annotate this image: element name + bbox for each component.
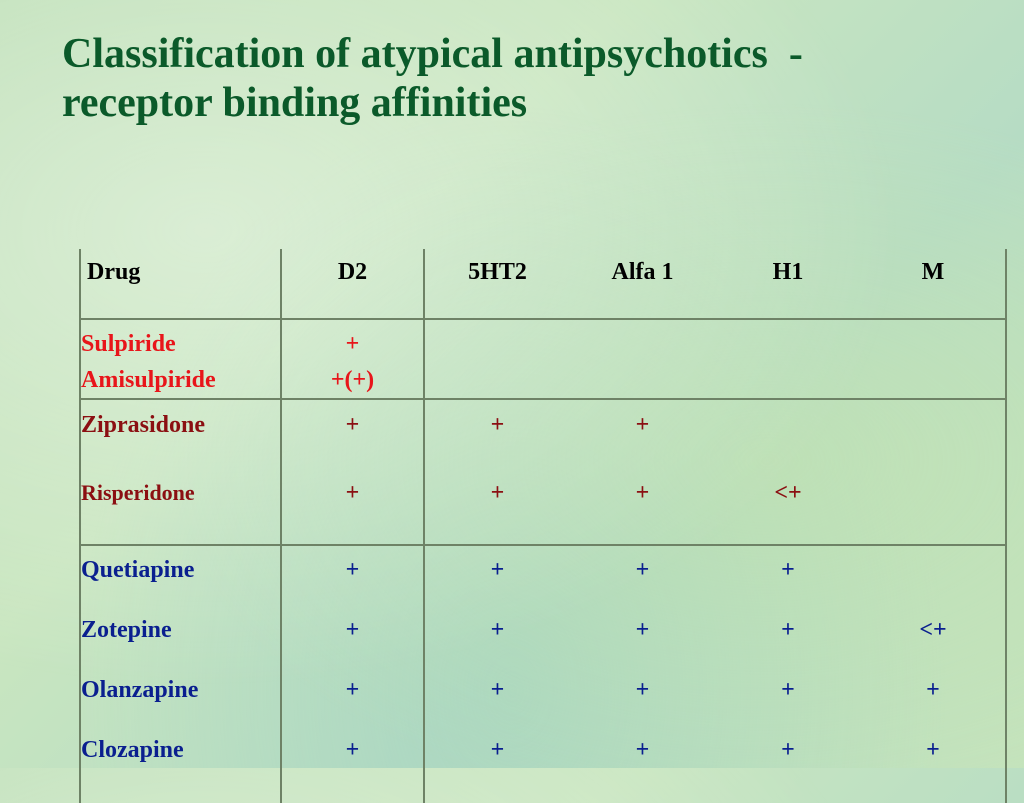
- value-cell: +: [926, 677, 940, 703]
- drug-clozapine: Clozapine: [81, 737, 184, 763]
- value-cell: +: [490, 677, 505, 703]
- alfa1-cell: [570, 545, 715, 803]
- drug-cell: [80, 399, 281, 545]
- value-cell: +: [490, 737, 505, 763]
- value-cell: +: [781, 557, 795, 583]
- drug-amisulpiride: Amisulpiride: [81, 367, 216, 393]
- value-cell: +: [345, 557, 360, 583]
- m-cell: [861, 545, 1006, 803]
- drug-sulpiride: Sulpiride: [81, 331, 176, 357]
- d2-cell: [281, 399, 424, 545]
- table-header-row: [80, 249, 1006, 319]
- header-m: M: [861, 249, 1006, 319]
- d2-cell: [281, 545, 424, 803]
- drug-zotepine: Zotepine: [81, 617, 172, 643]
- alfa1-cell: [570, 319, 715, 399]
- value-cell: +: [345, 677, 360, 703]
- value-cell: +: [490, 412, 505, 438]
- value-cell: +: [345, 331, 360, 357]
- value-cell: +: [635, 557, 650, 583]
- value-cell: +: [345, 412, 360, 438]
- 5ht2-cell: [424, 545, 570, 803]
- table-row-group-2: [80, 399, 1006, 545]
- value-cell: [861, 553, 1005, 613]
- header-drug: Drug: [80, 249, 281, 319]
- value-cell: <+: [919, 617, 947, 643]
- header-h1: H1: [715, 249, 861, 319]
- header-5ht2: 5HT2: [424, 249, 570, 319]
- value-cell: +: [781, 677, 795, 703]
- value-cell: +: [490, 557, 505, 583]
- h1-cell: [715, 319, 861, 399]
- drug-olanzapine: Olanzapine: [81, 677, 199, 703]
- drug-ziprasidone: Ziprasidone: [81, 412, 206, 438]
- value-cell: +: [490, 480, 505, 506]
- header-d2: D2: [281, 249, 424, 319]
- m-cell: [861, 319, 1006, 399]
- drug-risperidone: Risperidone: [81, 480, 195, 505]
- value-cell: <+: [774, 480, 802, 506]
- h1-cell: [715, 399, 861, 545]
- h1-cell: [715, 545, 861, 803]
- slide-title: [62, 30, 1002, 128]
- 5ht2-cell: [424, 399, 570, 545]
- drug-cell: [80, 545, 281, 803]
- value-cell: [861, 476, 1005, 544]
- drug-cell: [80, 319, 281, 399]
- value-cell: +: [635, 412, 650, 438]
- table-row-group-3: [80, 545, 1006, 803]
- value-cell: +: [345, 617, 360, 643]
- value-cell: +: [635, 617, 650, 643]
- m-cell: [861, 399, 1006, 545]
- 5ht2-cell: [424, 319, 570, 399]
- value-cell: +: [635, 677, 650, 703]
- alfa1-cell: [570, 399, 715, 545]
- drug-quetiapine: Quetiapine: [81, 557, 195, 583]
- title-line-2: receptor binding affinities: [62, 80, 528, 126]
- value-cell: [861, 408, 1005, 476]
- value-cell: +: [781, 737, 795, 763]
- title-line-1: Classification of atypical antipsychotics -: [62, 31, 803, 77]
- header-alfa1: Alfa 1: [570, 249, 715, 319]
- value-cell: +: [781, 617, 795, 643]
- value-cell: +: [635, 480, 650, 506]
- table-row-group-1: [80, 319, 1006, 399]
- value-cell: +(+): [330, 367, 375, 393]
- value-cell: +: [635, 737, 650, 763]
- value-cell: [715, 408, 861, 476]
- d2-cell: [281, 319, 424, 399]
- receptor-affinity-table: [79, 249, 1007, 803]
- value-cell: +: [345, 480, 360, 506]
- value-cell: +: [926, 737, 940, 763]
- value-cell: +: [345, 737, 360, 763]
- value-cell: +: [490, 617, 505, 643]
